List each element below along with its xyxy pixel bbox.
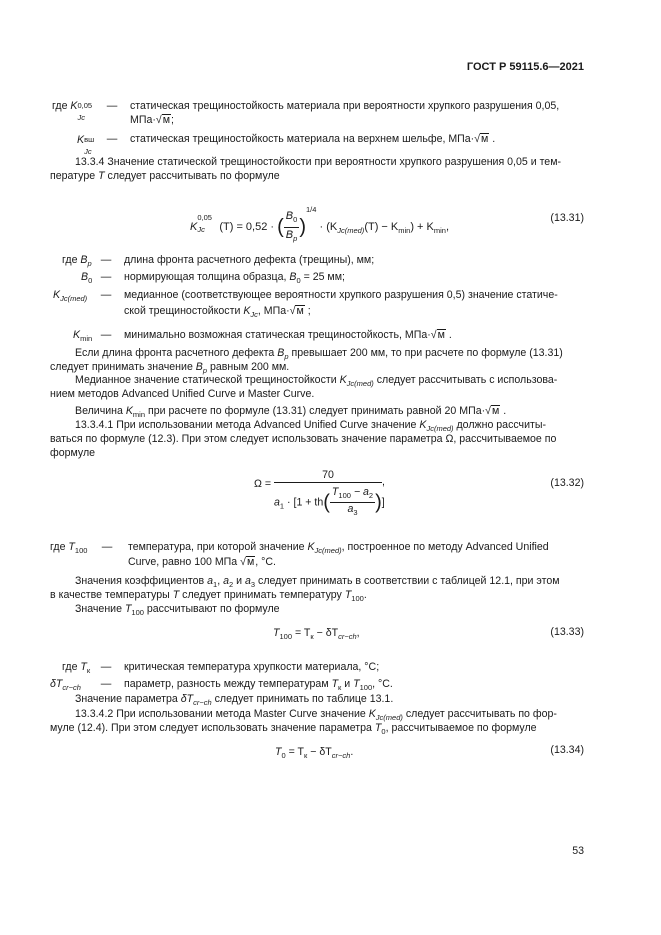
paragraph-line: формуле bbox=[50, 447, 96, 459]
equation-number: (13.32) bbox=[550, 477, 584, 489]
def-sup: 0,05 bbox=[77, 101, 93, 110]
definition-t100: где $T_{100}$ bbox=[50, 541, 88, 555]
def-dash: — bbox=[100, 271, 112, 283]
equation-comma: , bbox=[382, 476, 385, 488]
def-text: статическая трещиностойкость материала на верхнем шельфе, МПа·√м . bbox=[130, 133, 496, 145]
def-text: параметр, разность между температурам $T_к$ и $T_{100}$, °С. bbox=[124, 678, 393, 692]
paragraph-kmin-value: Величина $K_{min}$ при расчете по формуле (13.31) следует принимать равной 20 МПа·√м . bbox=[75, 405, 507, 419]
def-dash: — bbox=[100, 329, 112, 341]
definition-b0: $B_0$ bbox=[81, 271, 93, 285]
def-text: Curve, равно 100 МПа √м, °С. bbox=[128, 556, 276, 568]
equation-number: (13.31) bbox=[550, 212, 584, 224]
def-text: критическая температура хрупкости материала, °С; bbox=[124, 661, 380, 673]
definition-dt: $\delta T_{cr-ch}$ bbox=[50, 678, 81, 692]
paragraph-13-3-4-1: 13.3.4.1 При использовании метода Advanced Unified Curve значение $K_{Jc(med)}$ должно рассчиты- bbox=[75, 419, 546, 433]
def-text: медианное (соответствующее вероятности хрупкого разрушения 0,5) значение статиче- bbox=[124, 289, 558, 301]
paragraph-line: нием методов Advanced Unified Curve и Master Curve. bbox=[50, 388, 315, 400]
equation-number: (13.34) bbox=[550, 744, 584, 756]
def-dash: — bbox=[100, 254, 112, 266]
def-lead: где bbox=[52, 100, 68, 112]
def-text: ской трещиностойкости $K_{Jc}$, МПа·√м ; bbox=[124, 305, 311, 319]
definition-tk: где $T_к$ bbox=[62, 661, 91, 675]
def-sub: Jc bbox=[77, 113, 85, 122]
equation-13-34: $T_0 = T_к - \delta T_{cr-ch}$. bbox=[275, 746, 354, 760]
definition-kjc005 bbox=[52, 100, 96, 122]
def-text: температура, при которой значение $K_{Jc(med)}$, построенное по методу Advanced Unified bbox=[128, 541, 549, 555]
def-text: длина фронта расчетного дефекта (трещины), мм; bbox=[124, 254, 375, 266]
paragraph-dt-value: Значение параметра $\delta T_{cr-ch}$ следует принимать по таблице 13.1. bbox=[75, 693, 394, 707]
paragraph-line: Значение $T_{100}$ рассчитывают по формуле bbox=[75, 603, 280, 617]
def-text: минимально возможная статическая трещиностойкость, МПа·√м . bbox=[124, 329, 452, 341]
equation-13-31: K 0,05 Jc (T) = 0,52 · ( $\frac{B_0}{B_p}$ )$^{1/4} \cdot (K_{Jc(med)}(T) - K_{min}) + K_{min}$, bbox=[190, 205, 450, 243]
definition-bp: где $B_p$ bbox=[62, 254, 92, 268]
paragraph-13-3-4: 13.3.4 Значение статической трещиностойкости при вероятности хрупкого разрушения 0,05 и тем- bbox=[75, 156, 562, 168]
equation-13-33: $T_{100} = T_к - \delta T_{cr-ch}$, bbox=[273, 627, 360, 641]
def-dash: — bbox=[100, 678, 112, 690]
page-number: 53 bbox=[572, 845, 584, 857]
definition-kmin: $K_{min}$ bbox=[73, 329, 93, 343]
equation-13-32-denominator: $a_1 \cdot [1 + th$( $\frac{T_{100} - a_2}{a_3}$ )] bbox=[274, 486, 385, 517]
paragraph-median: Медианное значение статической трещиностойкости $K_{Jc(med)}$ следует рассчитывать с использова- bbox=[75, 374, 558, 388]
paragraph-13-3-4-2: 13.3.4.2 При использовании метода Master Curve значение $K_{Jc(med)}$ следует рассчитывать по фор- bbox=[75, 708, 557, 722]
def-text: статическая трещиностойкость материала при вероятности хрупкого разрушения 0,05, bbox=[130, 100, 560, 112]
paragraph-line: муле (12.4). При этом следует использовать значение параметра $T_0$, рассчитываемое по формуле bbox=[50, 722, 537, 736]
def-unit: МПа·√м; bbox=[130, 114, 174, 126]
def-dash: — bbox=[101, 541, 113, 553]
equation-number: (13.33) bbox=[550, 626, 584, 638]
def-dash: — bbox=[100, 289, 112, 301]
equation-13-32-numerator: 70 bbox=[274, 468, 382, 483]
paragraph-line: следует принимать значение $B_p$ равным 200 мм. bbox=[50, 361, 290, 375]
paragraph-coefficients: Значения коэффициентов $a_1$, $a_2$ и $a_3$ следует принимать в соответствии с таблицей 12.1, при этом bbox=[75, 575, 560, 589]
definition-kjc-med: $K_{Jc(med)}$ bbox=[53, 289, 88, 303]
def-dash: — bbox=[106, 100, 118, 112]
paragraph-line: ваться по формуле (12.3). При этом следует использовать значение параметра Ω, рассчитываемое по bbox=[50, 433, 557, 445]
paragraph-line: пературе T следует рассчитывать по формуле bbox=[50, 170, 280, 182]
def-dash: — bbox=[100, 661, 112, 673]
def-symbol: K bbox=[70, 100, 78, 112]
paragraph-line: в качестве температуры T следует принимать температуру $T_{100}$. bbox=[50, 589, 367, 603]
paragraph-bp-limit: Если длина фронта расчетного дефекта $B_p$ превышает 200 мм, то при расчете по формуле (13.31) bbox=[75, 347, 563, 361]
def-text: нормирующая толщина образца, $B_0 = 25$ мм; bbox=[124, 271, 345, 285]
definition-kjc-upper-shelf: K вш Jc bbox=[77, 134, 95, 156]
document-header: ГОСТ Р 59115.6—2021 bbox=[466, 61, 584, 73]
equation-13-32-lhs: Ω = bbox=[254, 478, 272, 490]
def-dash: — bbox=[106, 133, 118, 145]
